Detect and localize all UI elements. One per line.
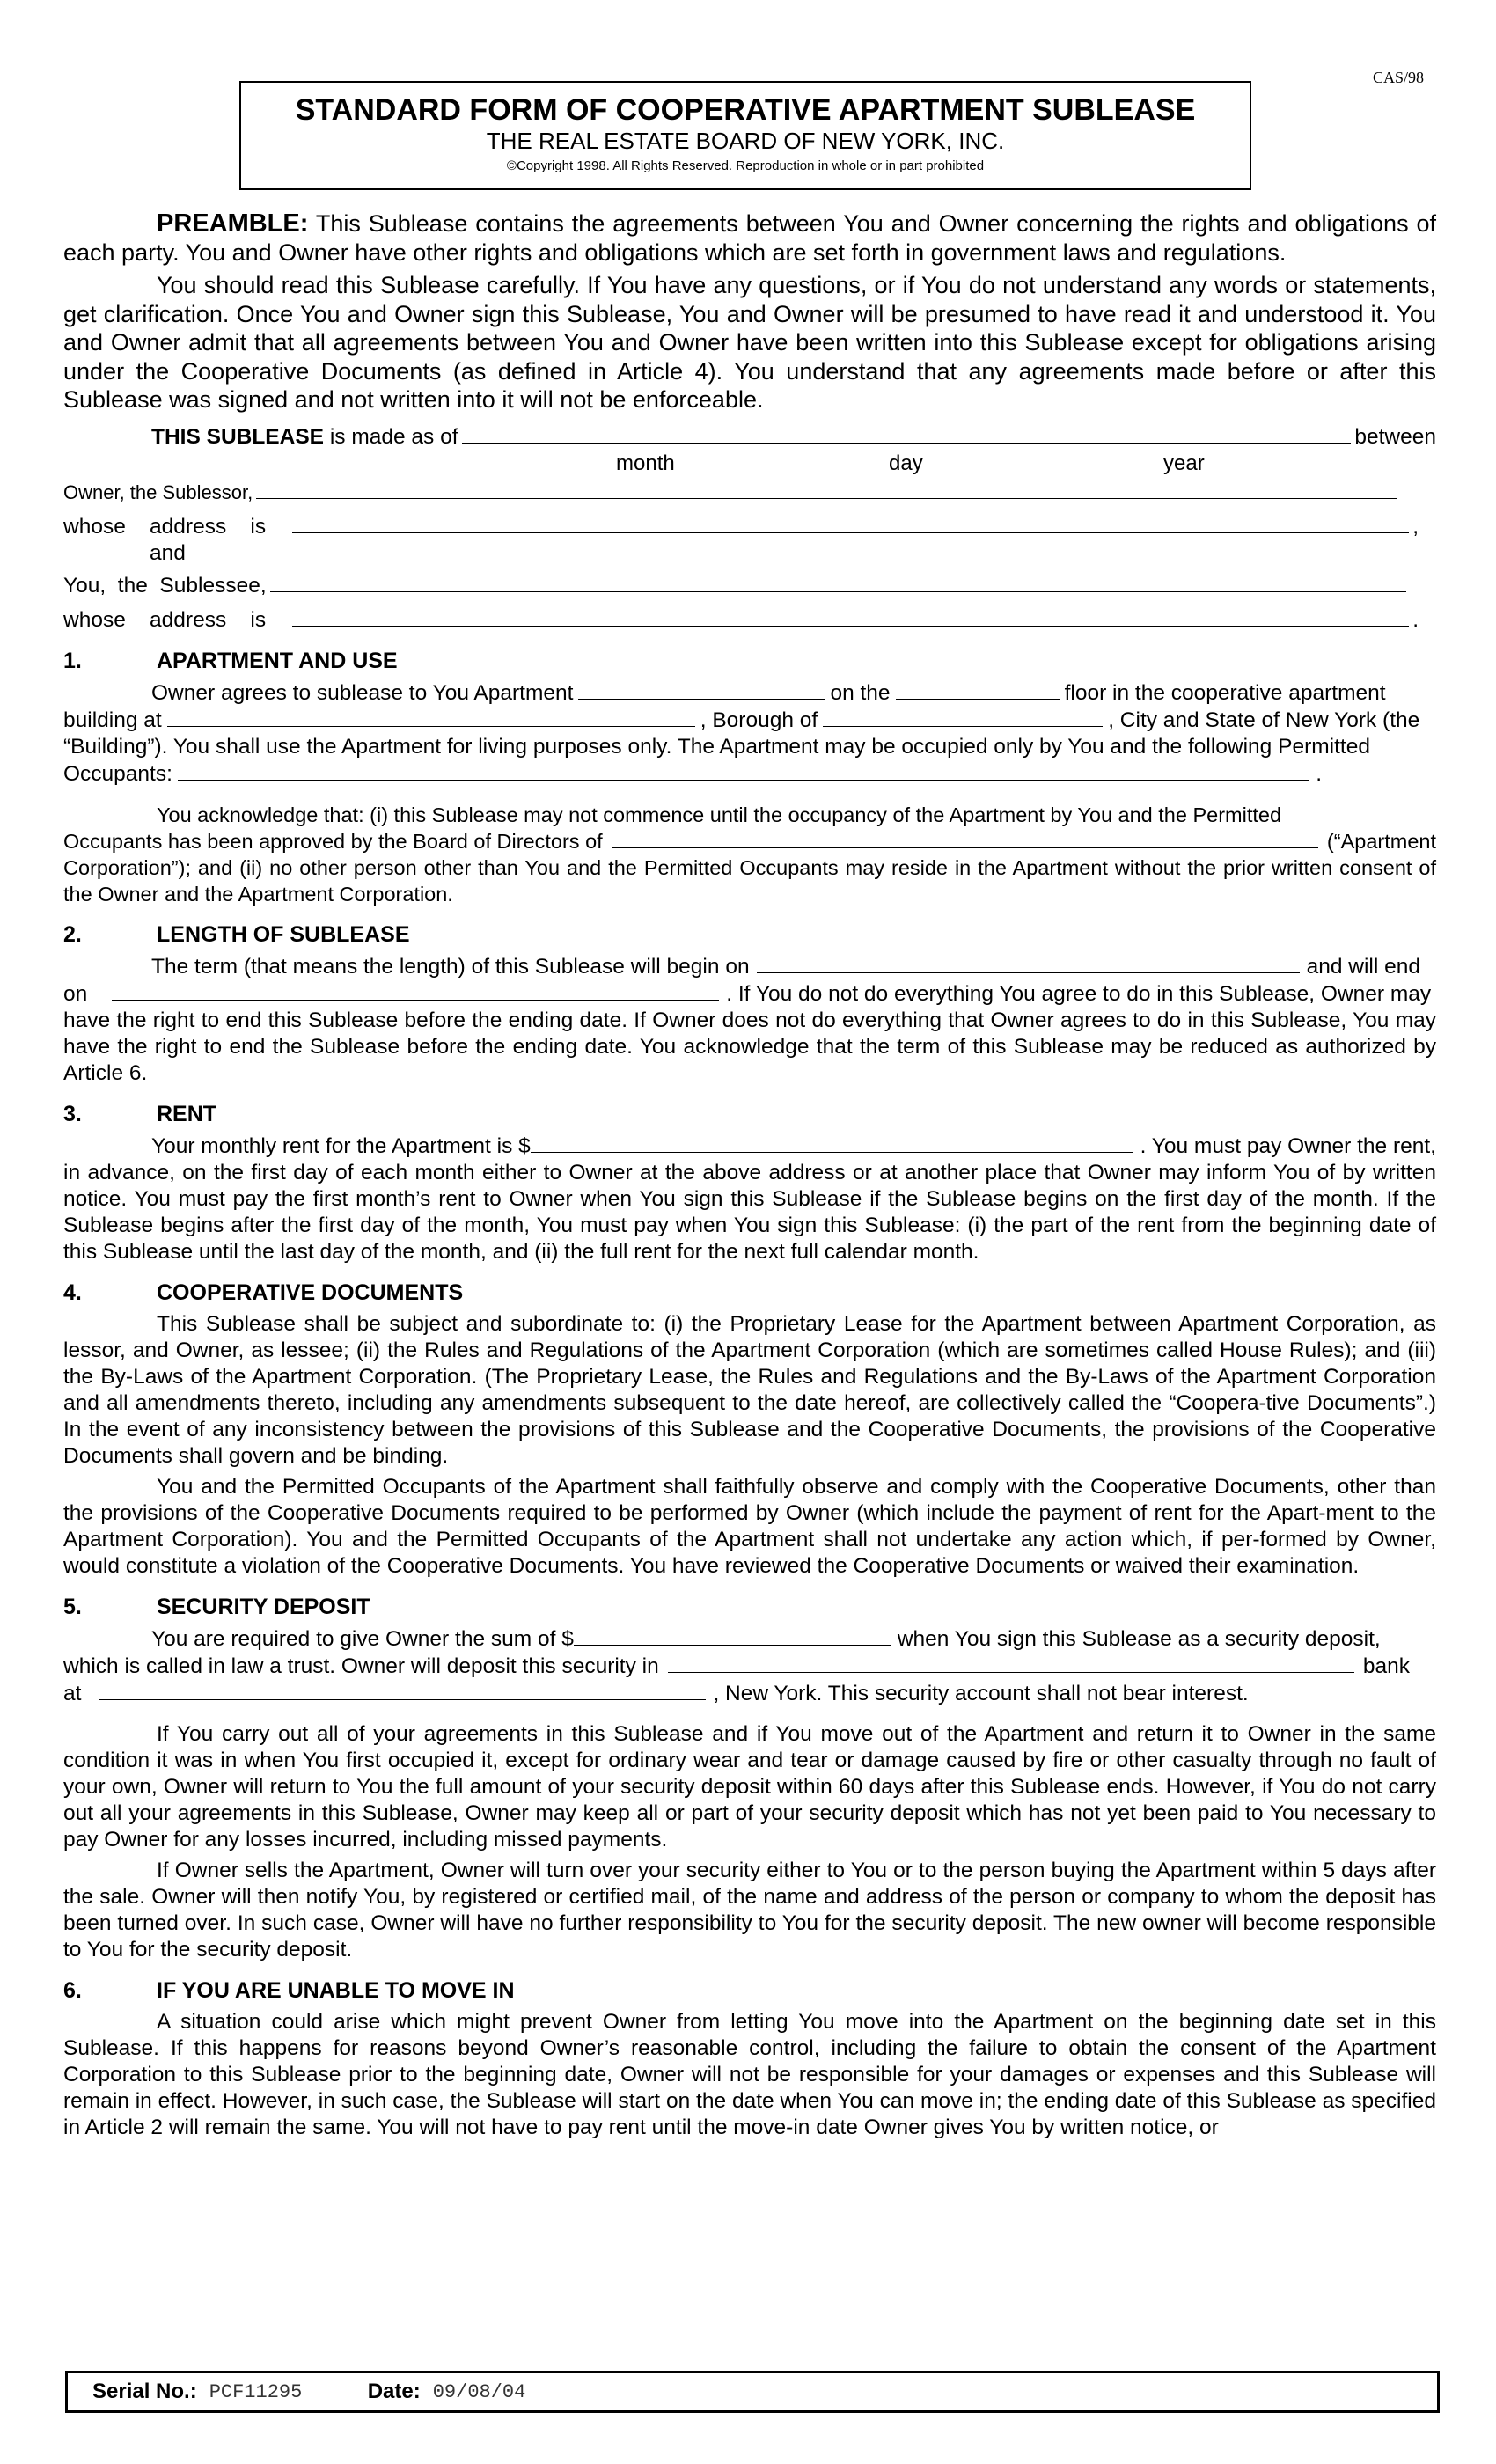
deposit-when-label: when You sign this Sublease as a security deposit, bbox=[897, 1626, 1381, 1651]
form-title: STANDARD FORM OF COOPERATIVE APARTMENT SUBLEASE bbox=[295, 93, 1196, 127]
at-label: at bbox=[63, 1681, 82, 1705]
section-5-heading bbox=[63, 1594, 1436, 1620]
made-as-of-label: is made as of bbox=[329, 424, 458, 449]
owner-address-field[interactable] bbox=[292, 513, 1409, 533]
coop-documents-paragraph-1: This Sublease shall be subject and subordinate to: (i) the Proprietary Lease for the Apartment between Apartment Corporation, as lessor, and Owner, as lessee; (ii) the Rules and Regulations of the Apartment Corporation (which are sometimes called House Rules); and (iii) the By-Laws of the Apartment Corporation. (The Proprietary Lease, the Rules and Regulations and the By-Laws of the Apartment Corporation and all amendments thereto, including any amendments subsequent to the date hereof, are collectively called the “Coopera-tive Documents”.) In the event of any inconsistency between the provisions of this Sublease and the Cooperative Documents, the provisions of the Cooperative Documents shall govern and be binding. bbox=[63, 1311, 1436, 1468]
serial-value: PCF11295 bbox=[209, 2380, 303, 2403]
bank-name-field[interactable] bbox=[668, 1653, 1354, 1673]
section-title: SECURITY DEPOSIT bbox=[157, 1594, 370, 1619]
sublease-date-field[interactable] bbox=[462, 423, 1352, 444]
deposit-location-line bbox=[63, 1680, 1436, 1707]
section-number: 5. bbox=[63, 1594, 82, 1619]
section-number: 2. bbox=[63, 921, 82, 947]
deposit-bank-line bbox=[63, 1653, 1436, 1680]
preamble-text: This Sublease contains the agreements between You and Owner concerning the rights and obligations of each party. You and Owner have other rights and obligations which are set forth in government laws and regulations. bbox=[63, 210, 1437, 266]
move-in-paragraph: A situation could arise which might prevent Owner from letting You move into the Apartment on the beginning date set in this Sublease. If this happens for reasons beyond Owner’s reasonable control, including the failure to obtain the consent of the Apartment Corporation to this Sublease prior to the beginning date, Owner will not be responsible for your damages or expenses and this Sublease will remain in effect. However, in such case, the Sublease will start on the date when You can move in; the ending date of this Sublease as specified in Article 2 will remain the same. You will not have to pay rent until the move-in date Owner gives You by written notice, or bbox=[63, 2009, 1436, 2139]
borough-field[interactable] bbox=[823, 707, 1103, 727]
year-label: year bbox=[1163, 451, 1205, 475]
end-date-field[interactable] bbox=[112, 980, 719, 1001]
apartment-number-field[interactable] bbox=[578, 679, 825, 700]
section-title: RENT bbox=[157, 1101, 217, 1126]
borough-label: , Borough of bbox=[700, 708, 818, 732]
owner-address-line bbox=[63, 513, 1436, 540]
deposit-sale-paragraph: If Owner sells the Apartment, Owner will turn over your security either to You or to the person buying the Apartment within 5 days after the sale. Owner will then notify You, by registered or certified mail, of the name and address of the person or company to whom the deposit has been turned over. In such case, Owner will have no further responsibility to You for the security deposit. The new owner will become responsible to You for the security deposit. bbox=[63, 1858, 1436, 1962]
city-state-label: , City and State of New York (the bbox=[1108, 708, 1420, 732]
between-label: between bbox=[1354, 424, 1436, 449]
month-label: month bbox=[616, 451, 675, 475]
section-number: 4. bbox=[63, 1280, 82, 1305]
you-line bbox=[63, 572, 1436, 599]
publisher: THE REAL ESTATE BOARD OF NEW YORK, INC. bbox=[486, 128, 1005, 154]
deposit-amount-field[interactable] bbox=[574, 1625, 891, 1646]
whose-address-label: whose address is bbox=[63, 514, 267, 539]
board-label: Occupants has been approved by the Board of Directors of bbox=[63, 829, 603, 853]
building-line bbox=[63, 707, 1436, 734]
monthly-rent-field[interactable] bbox=[531, 1133, 1133, 1153]
whose-address-label: whose address is bbox=[63, 607, 267, 632]
on-label: on bbox=[63, 981, 88, 1006]
building-address-field[interactable] bbox=[167, 707, 695, 727]
date-label: Date: bbox=[367, 2380, 421, 2403]
title-box bbox=[239, 81, 1251, 190]
term-text: have the right to end this Sublease before the ending date. If Owner does not do everything that Owner agrees to do in this Sublease, You may have the right to end the Sublease before the ending date. You acknowledge that the term of this Sublease may be reduced as authorized by Article 6. bbox=[63, 1008, 1436, 1085]
board-line bbox=[63, 828, 1436, 854]
term-end-line bbox=[63, 980, 1436, 1008]
period: . bbox=[1412, 607, 1419, 632]
bank-location-field[interactable] bbox=[99, 1680, 706, 1700]
rent-line bbox=[63, 1133, 1436, 1160]
comma: , bbox=[1412, 514, 1419, 539]
building-at-label: building at bbox=[63, 708, 162, 732]
permitted-occupants-field[interactable] bbox=[178, 760, 1309, 781]
bank-label: bank bbox=[1362, 1654, 1410, 1678]
day-label: day bbox=[889, 451, 923, 475]
apartment-corp-label: (“Apartment bbox=[1326, 829, 1436, 853]
section-3-heading bbox=[63, 1101, 1436, 1127]
section-6-heading bbox=[63, 1977, 1436, 2004]
you-label: You, the Sublessee, bbox=[63, 573, 267, 598]
coop-documents-paragraph-2: You and the Permitted Occupants of the Apartment shall faithfully observe and comply with the Cooperative Documents, other than the provisions of the Cooperative Documents required to be performed by Owner (which include the payment of rent for the Apart-ment to the Apartment Corporation). You and the Permitted Occupants of the Apartment shall not undertake any action which, if per-formed by Owner, would constitute a violation of the Cooperative Documents. You have reviewed the Cooperative Documents or waived their examination. bbox=[63, 1474, 1436, 1578]
deposit-amount-line bbox=[63, 1625, 1436, 1653]
no-other-person-text: Corporation”); and (ii) no other person other than You and the Permitted Occupants may reside in the Apartment without the prior written consent of the Owner and the Apartment Corporation. bbox=[63, 855, 1436, 906]
deposit-return-paragraph: If You carry out all of your agreements in this Sublease and if You move out of the Apartment and return it to Owner in the same condition it was in when You first occupied it, except for ordinary wear and tear or damage caused by fire or other casualty through no fault of your own, Owner will return to You the full amount of your security deposit within 60 days after this Sublease ends. However, if You do not carry out all your agreements in this Sublease, Owner may keep all or part of your security deposit which has not yet been paid to You necessary to pay Owner for any losses incurred, including missed payments. bbox=[63, 1721, 1436, 1852]
floor-field[interactable] bbox=[896, 679, 1060, 700]
apartment-line bbox=[63, 679, 1436, 707]
section-title: APARTMENT AND USE bbox=[157, 648, 398, 673]
owner-line bbox=[63, 479, 1436, 506]
pay-owner-label: . You must pay Owner the rent, bbox=[1140, 1133, 1436, 1158]
sublease-date-line bbox=[63, 423, 1436, 451]
serial-label: Serial No.: bbox=[92, 2380, 197, 2403]
section-number: 3. bbox=[63, 1101, 82, 1126]
sublessee-name-field[interactable] bbox=[270, 572, 1406, 592]
trust-label: which is called in law a trust. Owner will deposit this security in bbox=[63, 1654, 659, 1678]
begin-date-field[interactable] bbox=[757, 953, 1300, 973]
section-1-heading bbox=[63, 648, 1436, 674]
sublessee-address-line bbox=[63, 606, 1436, 634]
section-number: 1. bbox=[63, 648, 82, 673]
date-value: 09/08/04 bbox=[432, 2380, 526, 2403]
apartment-label: Owner agrees to sublease to You Apartment bbox=[151, 680, 574, 705]
section-title: IF YOU ARE UNABLE TO MOVE IN bbox=[157, 1977, 515, 2003]
serial-footer bbox=[65, 2371, 1440, 2413]
copyright-notice: ©Copyright 1998. All Rights Reserved. Reproduction in whole or in part prohibited bbox=[506, 158, 985, 173]
section-number: 6. bbox=[63, 1977, 82, 2003]
term-begin-label: The term (that means the length) of this Sublease will begin on bbox=[151, 954, 750, 979]
document-body bbox=[63, 209, 1436, 2141]
on-the-label: on the bbox=[830, 680, 891, 705]
acknowledge-text: You acknowledge that: (i) this Sublease may not commence until the occupancy of the Apartment by You and the Permitted bbox=[157, 803, 1282, 826]
building-use-text: “Building”). You shall use the Apartment for living purposes only. The Apartment may be occupied only by You and the following Permitted bbox=[63, 734, 1370, 759]
occupants-label: Occupants: bbox=[63, 761, 172, 786]
preamble-paragraph bbox=[63, 209, 1436, 267]
rent-text: in advance, on the first day of each month either to Owner at the above address or at another place that Owner may inform You of by written notice. You must pay the first month’s rent to Owner when You sign this Sublease if the Sublease begins on the first day of the month. If the Sublease begins after the first day of the month, You must pay when You sign this Sublease: (i) the part of the rent from the beginning date of this Sublease until the last day of the month, and (ii) the full rent for the next full calendar month. bbox=[63, 1160, 1436, 1264]
owner-label: Owner, the Sublessor, bbox=[63, 480, 253, 503]
and-label: and bbox=[150, 540, 186, 565]
section-title: LENGTH OF SUBLEASE bbox=[157, 921, 410, 947]
monthly-rent-label: Your monthly rent for the Apartment is $ bbox=[151, 1133, 531, 1158]
preamble-label: PREAMBLE: bbox=[157, 209, 309, 238]
owner-name-field[interactable] bbox=[256, 479, 1397, 499]
form-code: CAS/98 bbox=[1373, 69, 1425, 86]
floor-label: floor in the cooperative apartment bbox=[1064, 680, 1386, 705]
sublessee-address-field[interactable] bbox=[292, 606, 1409, 627]
section-title: COOPERATIVE DOCUMENTS bbox=[157, 1280, 464, 1305]
date-sublabels bbox=[63, 451, 1436, 477]
preamble-paragraph-2: You should read this Sublease carefully. If You have any questions, or if You do not understand any words or statements, get clarification. Once You and Owner sign this Sublease, You and Owner will be presumed to have read it and understood it. You and Owner admit that all agreements between You and Owner have been written into this Sublease except for obligations arising under the Cooperative Documents (as defined in Article 4). You understand that any agreements made before or after this Sublease was signed and not written into it will not be enforceable. bbox=[63, 272, 1436, 413]
interest-label: , New York. This security account shall not bear interest. bbox=[713, 1681, 1249, 1705]
period: . bbox=[1316, 761, 1322, 786]
section-4-heading bbox=[63, 1280, 1436, 1306]
term-condition-label: . If You do not do everything You agree to do in this Sublease, Owner may bbox=[726, 981, 1432, 1006]
this-sublease-label: THIS SUBLEASE bbox=[151, 424, 325, 449]
deposit-sum-label: You are required to give Owner the sum of $ bbox=[151, 1626, 574, 1651]
section-2-heading bbox=[63, 921, 1436, 948]
term-begin-line bbox=[63, 953, 1436, 980]
apartment-corporation-field[interactable] bbox=[612, 828, 1318, 848]
will-end-label: and will end bbox=[1306, 954, 1420, 979]
occupants-line bbox=[63, 760, 1436, 788]
